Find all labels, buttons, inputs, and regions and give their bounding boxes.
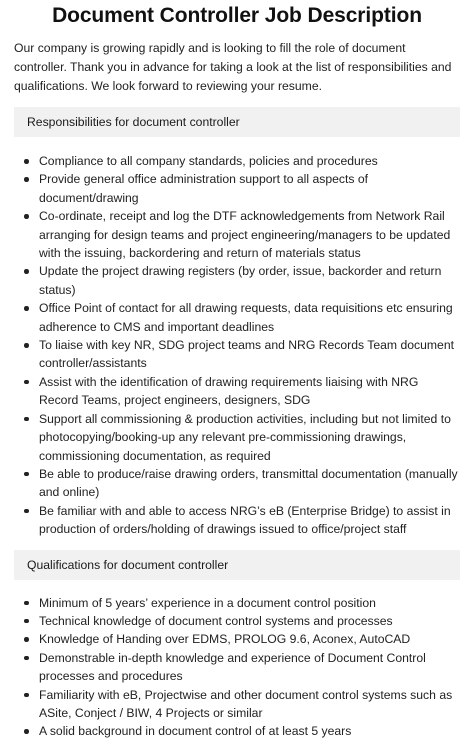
responsibilities-heading: Responsibilities for document controller xyxy=(14,107,460,137)
responsibility-text: Assist with the identification of drawing requirements liaising with NRG Record Teams, project engineers, designers, SDG xyxy=(39,374,419,408)
qualification-item xyxy=(23,612,460,630)
qualification-text: Knowledge of Handing over EDMS, PROLOG 9.6, Aconex, AutoCAD xyxy=(39,632,411,647)
responsibility-text: Compliance to all company standards, policies and procedures xyxy=(39,154,378,168)
responsibility-text: Be able to produce/raise drawing orders, transmittal documentation (manually and online) xyxy=(39,466,458,500)
responsibility-item xyxy=(23,336,460,373)
qualification-text: A solid background in document control of at least 5 years xyxy=(39,724,352,739)
bullet-icon xyxy=(24,693,29,698)
bullet-icon xyxy=(24,472,29,477)
responsibilities-list xyxy=(14,152,460,539)
responsibility-item xyxy=(23,502,460,539)
qualification-item xyxy=(23,686,460,723)
qualifications-list xyxy=(14,594,460,741)
bullet-icon xyxy=(24,637,29,642)
responsibility-text: To liaise with key NR, SDG project teams and NRG Records Team document controller/assistants xyxy=(39,338,454,371)
bullet-icon xyxy=(24,417,29,422)
qualification-item xyxy=(23,649,460,686)
responsibility-item xyxy=(23,207,460,262)
responsibility-item xyxy=(23,170,460,207)
qualification-item xyxy=(23,594,460,612)
bullet-icon xyxy=(24,509,29,514)
responsibility-item xyxy=(23,410,460,465)
qualifications-heading: Qualifications for document controller xyxy=(14,550,460,580)
bullet-icon xyxy=(24,306,29,311)
qualification-text: Minimum of 5 years’ experience in a document control position xyxy=(39,595,376,610)
responsibility-text: Update the project drawing registers (by order, issue, backorder and return status) xyxy=(39,264,442,297)
page-title: Document Controller Job Description xyxy=(52,4,422,27)
bullet-icon xyxy=(24,269,29,274)
bullet-icon xyxy=(24,601,29,606)
responsibility-text: Be familiar with and able to access NRG’s eB (Enterprise Bridge) to assist in production of orders/holding of drawings issued to office/project staff xyxy=(39,503,451,537)
bullet-icon xyxy=(24,380,29,385)
qualification-text: Familiarity with eB, Projectwise and other document control systems such as ASite, Conject / BIW, 4 Projects or similar xyxy=(39,687,453,720)
responsibility-item xyxy=(23,262,460,299)
qualification-text: Demonstrable in-depth knowledge and experience of Document Control processes and procedures xyxy=(39,650,426,684)
qualification-text: Technical knowledge of document control systems and processes xyxy=(39,613,393,628)
responsibility-item xyxy=(23,299,460,336)
bullet-icon xyxy=(24,159,29,164)
responsibility-item xyxy=(23,152,460,170)
bullet-icon xyxy=(24,343,29,348)
responsibility-item xyxy=(23,465,460,502)
bullet-icon xyxy=(24,619,29,624)
responsibility-item xyxy=(23,373,460,410)
qualification-item xyxy=(23,722,460,740)
bullet-icon xyxy=(24,729,29,734)
bullet-icon xyxy=(24,214,29,219)
responsibility-text: Co-ordinate, receipt and log the DTF acknowledgements from Network Rail arranging for design teams and project engineering/managers to be updated with the issuing, backordering and return of materials status xyxy=(39,209,451,261)
responsibility-text: Support all commissioning & production activities, including but not limited to photocopying/booking-up any relevant pre-commissioning drawings, commissioning documentation, as required xyxy=(39,411,451,463)
bullet-icon xyxy=(24,177,29,182)
bullet-icon xyxy=(24,656,29,661)
intro-paragraph: Our company is growing rapidly and is looking to fill the role of document controller. Thank you in advance for taking a look at the list of responsibilities and qualifications. We look forward to reviewing your resume. xyxy=(14,41,452,93)
responsibility-text: Provide general office administration support to all aspects of document/drawing xyxy=(39,172,369,205)
qualification-item xyxy=(23,630,460,648)
responsibility-text: Office Point of contact for all drawing requests, data requisitions etc ensuring adherence to CMS and important deadlines xyxy=(39,301,453,334)
